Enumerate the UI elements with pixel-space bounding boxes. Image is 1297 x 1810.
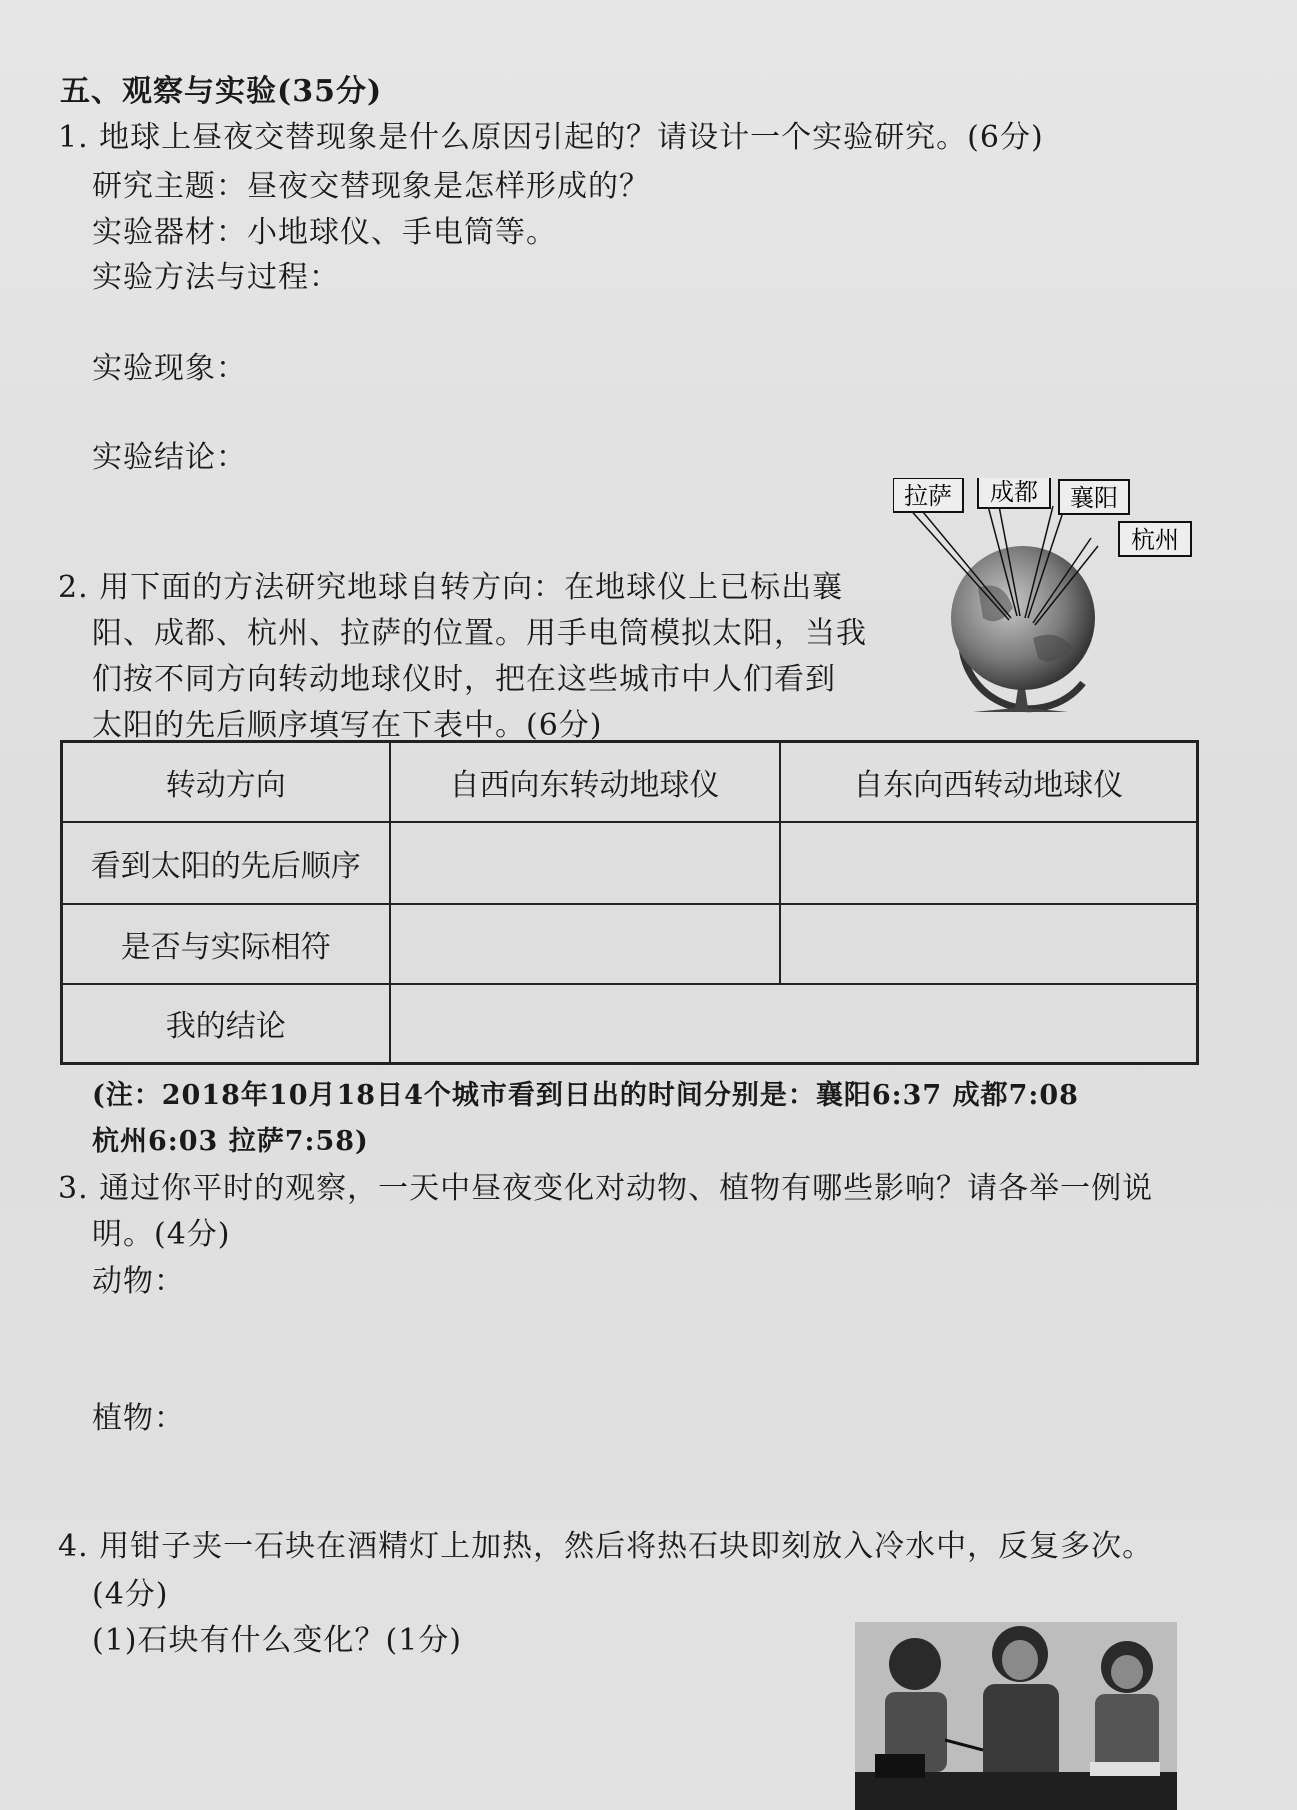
- globe-label-xiangyang: 襄阳: [1070, 484, 1118, 512]
- q4-sub-1: (1)石块有什么变化？(1分): [92, 1623, 462, 1658]
- q3-animal: 动物：: [92, 1264, 185, 1299]
- q4-line-1: 4. 用钳子夹一石块在酒精灯上加热，然后将热石块即刻放入冷水中，反复多次。: [58, 1529, 1154, 1564]
- q1-phenomenon: 实验现象：: [92, 351, 247, 386]
- students-experiment-icon: [855, 1622, 1177, 1810]
- table-row-label: 看到太阳的先后顺序: [62, 822, 390, 904]
- answer-cell[interactable]: [390, 984, 1198, 1064]
- q1-method: 实验方法与过程：: [92, 260, 340, 295]
- q1-conclusion: 实验结论：: [92, 440, 247, 475]
- globe-label-chengdu: 成都: [990, 478, 1038, 506]
- answer-cell[interactable]: [780, 822, 1198, 904]
- globe-label-lhasa: 拉萨: [904, 482, 952, 510]
- q4-line-2: (4分): [92, 1577, 169, 1612]
- table-header-cell: 自西向东转动地球仪: [390, 742, 780, 822]
- q1-stem: 1. 地球上昼夜交替现象是什么原因引起的？请设计一个实验研究。(6分): [58, 120, 1044, 155]
- globe-icon: [893, 478, 1195, 718]
- q1-topic: 研究主题：昼夜交替现象是怎样形成的？: [92, 169, 650, 204]
- table-row: [62, 984, 1198, 1064]
- q2-line-4: 太阳的先后顺序填写在下表中。(6分): [92, 708, 603, 743]
- rotation-table: [60, 740, 1199, 1065]
- q3-line-1: 3. 通过你平时的观察，一天中昼夜变化对动物、植物有哪些影响？请各举一例说: [58, 1171, 1154, 1206]
- answer-cell[interactable]: [390, 904, 780, 984]
- table-row: [62, 822, 1198, 904]
- table-row: [62, 904, 1198, 984]
- q2-line-2: 阳、成都、杭州、拉萨的位置。用手电筒模拟太阳，当我: [92, 616, 867, 651]
- q1-materials: 实验器材：小地球仪、手电筒等。: [92, 215, 557, 250]
- q2-note-line-2: 杭州6:03 拉萨7:58): [92, 1126, 369, 1157]
- globe-illustration: [893, 478, 1195, 718]
- table-row-label: 我的结论: [62, 984, 390, 1064]
- answer-cell[interactable]: [390, 822, 780, 904]
- q2-line-1: 2. 用下面的方法研究地球自转方向：在地球仪上已标出襄: [58, 570, 844, 605]
- q2-note-line-1: (注：2018年10月18日4个城市看到日出的时间分别是：襄阳6:37 成都7:08: [92, 1080, 1079, 1111]
- section-title: 五、观察与实验(35分): [60, 74, 383, 109]
- globe-label-hangzhou: 杭州: [1131, 526, 1179, 554]
- table-row-label: 是否与实际相符: [62, 904, 390, 984]
- q2-line-3: 们按不同方向转动地球仪时，把在这些城市中人们看到: [92, 662, 836, 697]
- q3-line-2: 明。(4分): [92, 1217, 231, 1252]
- table-header-cell: 转动方向: [62, 742, 390, 822]
- q3-plant: 植物：: [92, 1401, 185, 1436]
- experiment-photo: [855, 1622, 1177, 1810]
- table-header-cell: 自东向西转动地球仪: [780, 742, 1198, 822]
- answer-cell[interactable]: [780, 904, 1198, 984]
- table-header-row: [62, 742, 1198, 822]
